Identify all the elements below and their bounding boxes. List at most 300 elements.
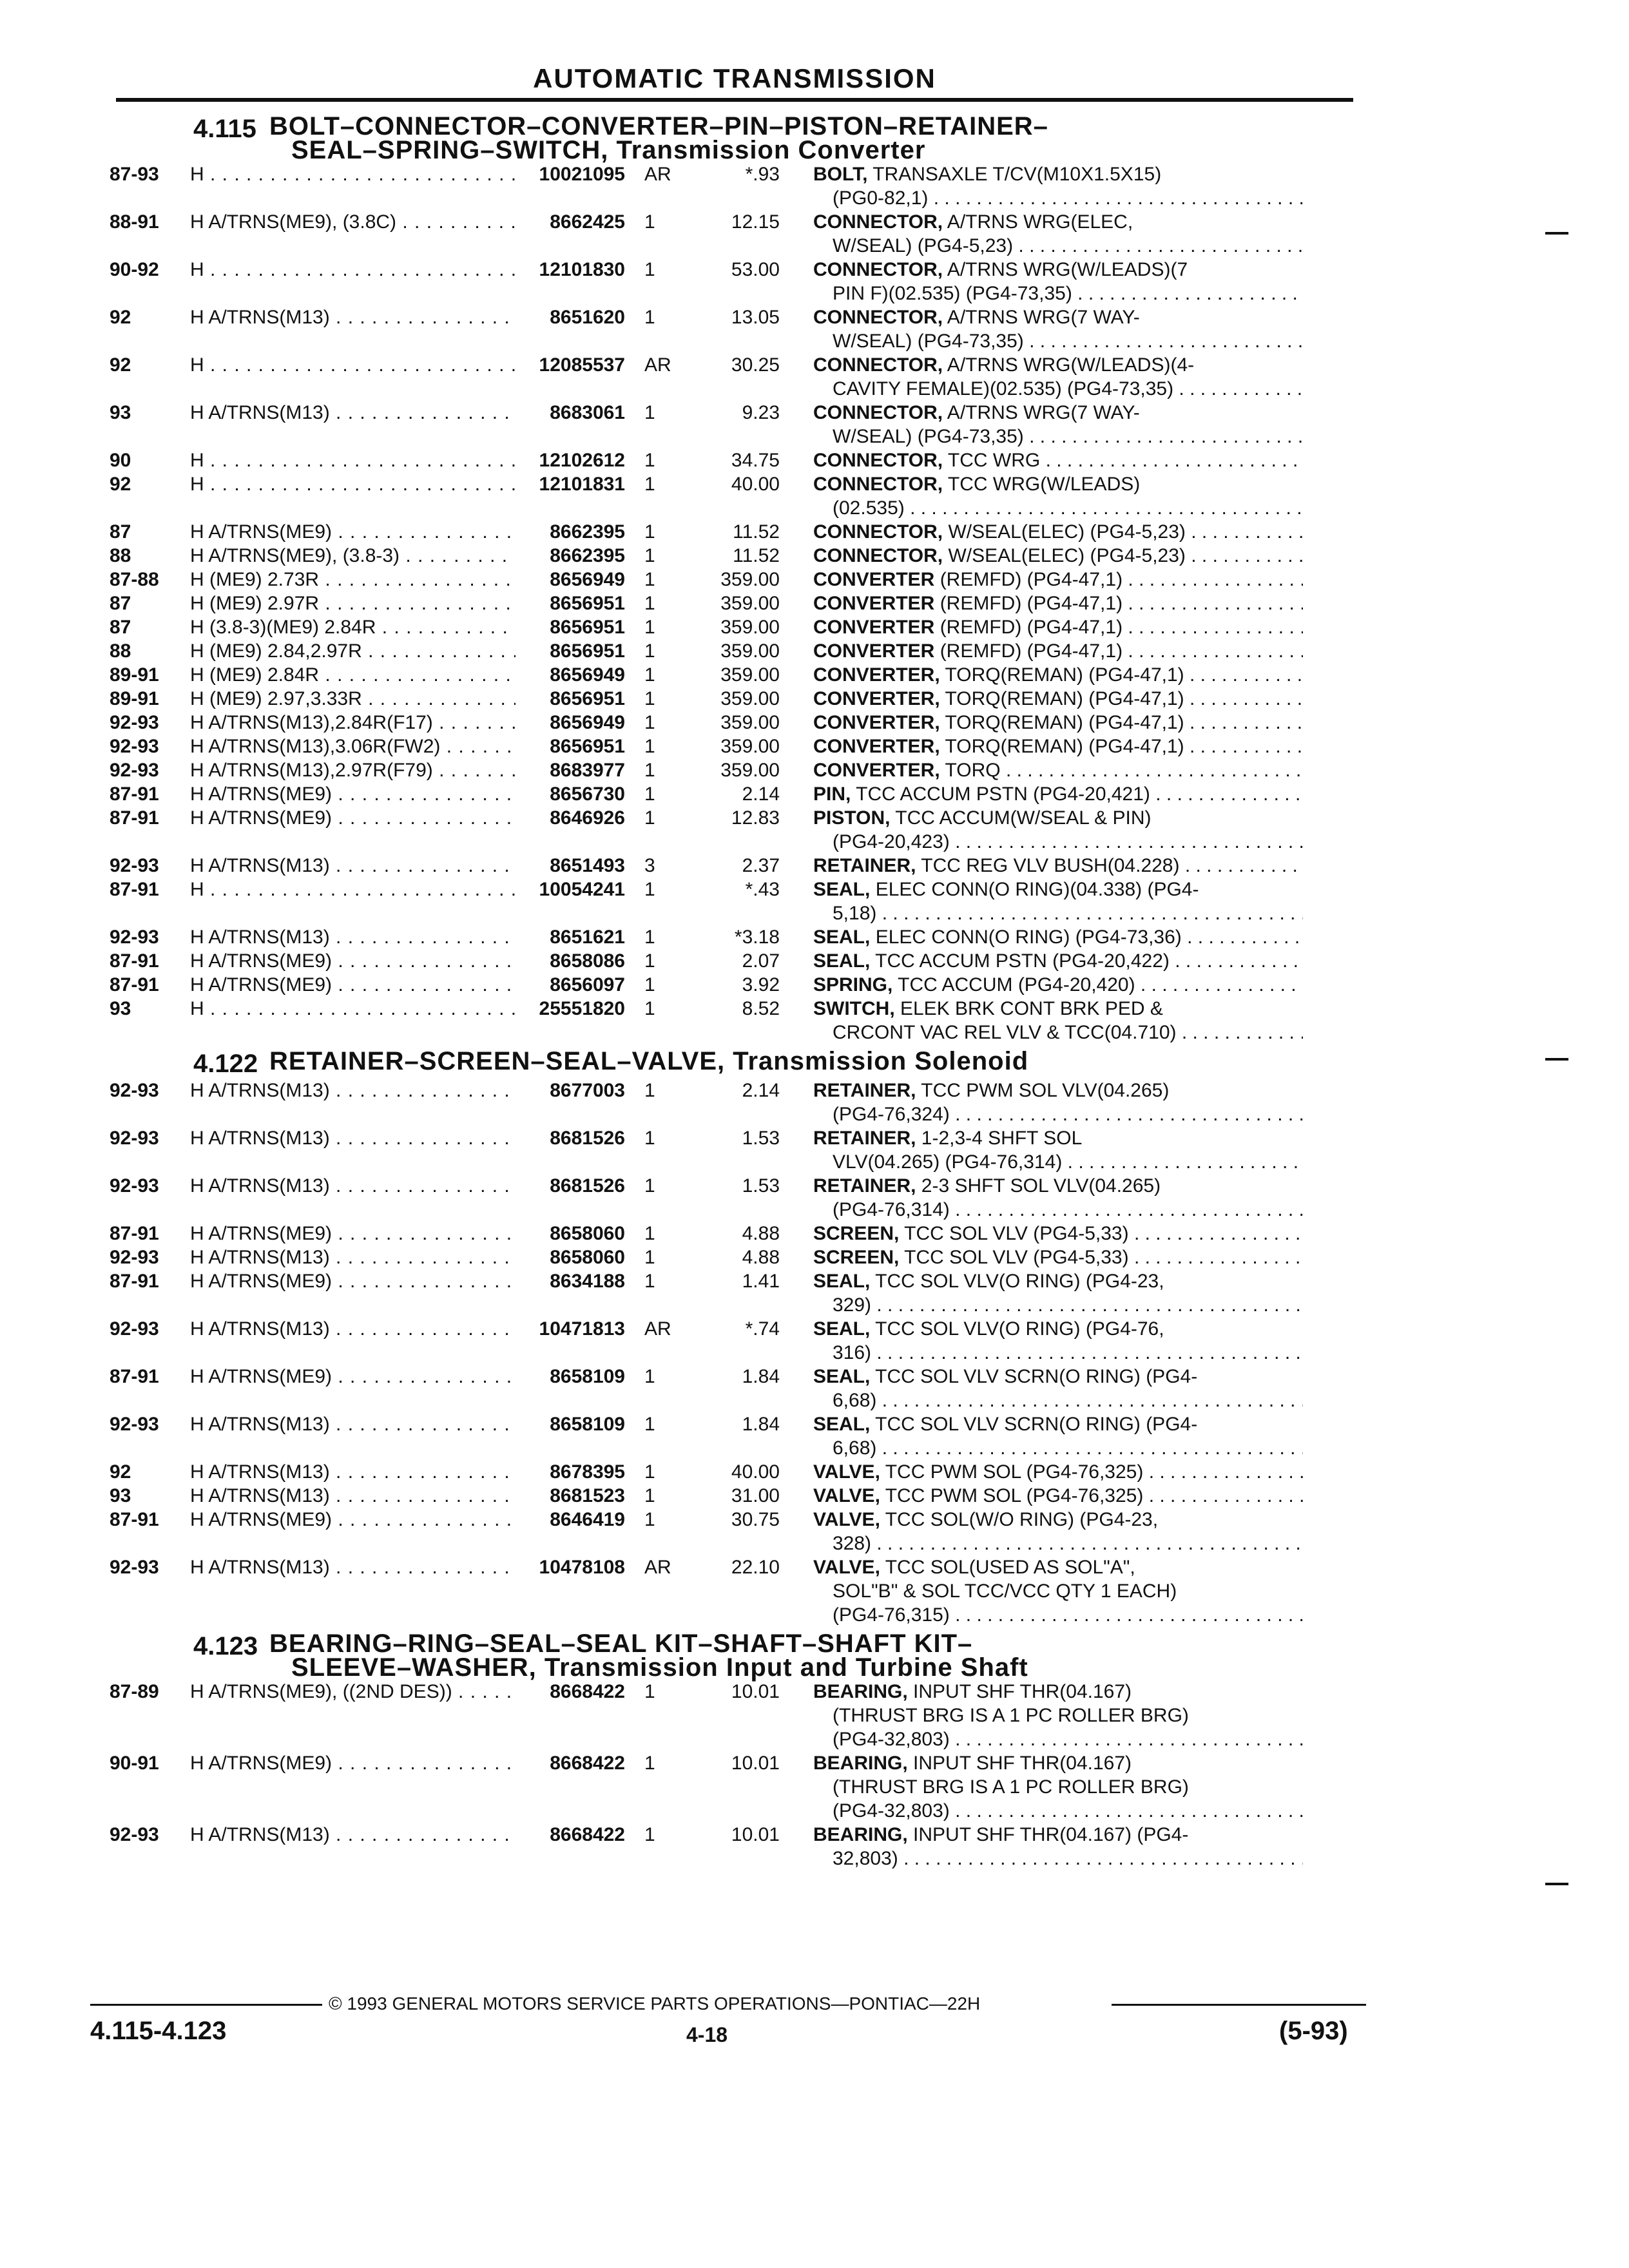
model-years: 87-91	[110, 1271, 159, 1292]
description-line	[813, 162, 1303, 186]
description-line	[813, 258, 1303, 282]
part-number: 8662395	[550, 545, 625, 566]
quantity: 1	[644, 1271, 655, 1292]
part-name-keyword: CONVERTER,	[813, 760, 940, 781]
part-row	[110, 401, 1373, 448]
part-number: 8681523	[550, 1485, 625, 1506]
price: 359.00	[720, 712, 780, 733]
description	[780, 1126, 1303, 1174]
model-years: 92-93	[110, 1128, 159, 1149]
part-name-keyword: CONNECTOR,	[813, 259, 943, 280]
part-name-detail: INPUT SHF THR(04.167)	[907, 1753, 1132, 1774]
model-years: 92-93	[110, 760, 159, 781]
description-line	[813, 878, 1303, 901]
part-row	[110, 258, 1373, 305]
application: H A/TRNS(ME9) . . .	[190, 1222, 516, 1245]
description	[780, 1555, 1303, 1627]
part-row	[110, 1412, 1373, 1460]
part-row	[110, 878, 1373, 925]
description-line	[813, 735, 1303, 758]
part-name-detail: TCC SOL VLV SCRN(O RING) (PG4-	[870, 1414, 1198, 1435]
description-line: W/SEAL) (PG4-5,23) . . .	[813, 234, 1303, 258]
part-row	[110, 639, 1373, 663]
application: H A/TRNS(M13) . . .	[190, 1460, 516, 1484]
price: 2.14	[742, 783, 780, 805]
part-row	[110, 544, 1373, 568]
part-name-detail: (REMFD) (PG4-47,1)	[934, 617, 1123, 638]
model-years: 92-93	[110, 736, 159, 757]
price: 40.00	[731, 474, 780, 495]
description-line: 5,18) . . .	[813, 901, 1303, 925]
description-line: (PG4-32,803) . . .	[813, 1727, 1303, 1751]
description-line: 328) . . .	[813, 1532, 1303, 1555]
part-name-detail: TORQ(REMAN) (PG4-47,1)	[940, 712, 1184, 733]
part-name-detail: A/TRNS WRG(W/LEADS)(4-	[943, 354, 1195, 376]
description	[780, 401, 1303, 448]
part-name-keyword: RETAINER,	[813, 1080, 916, 1101]
description	[780, 1412, 1303, 1460]
description-line	[813, 401, 1303, 425]
description	[780, 258, 1303, 305]
quantity: 1	[644, 1414, 655, 1435]
description	[780, 1222, 1303, 1245]
description-line: W/SEAL) (PG4-73,35) . . .	[813, 425, 1303, 448]
header-rule	[116, 98, 1353, 102]
part-row	[110, 735, 1373, 758]
description	[780, 1751, 1303, 1823]
part-number: 8656951	[550, 593, 625, 614]
quantity: 1	[644, 1247, 655, 1268]
application: H A/TRNS(ME9) . . .	[190, 782, 516, 806]
part-number: 25551820	[539, 998, 625, 1019]
part-number: 8683977	[550, 760, 625, 781]
description	[780, 1508, 1303, 1555]
section-number: 4.123	[193, 1632, 258, 1660]
application: H A/TRNS(M13) . . .	[190, 1245, 516, 1269]
part-name-detail: TCC SOL(USED AS SOL"A",	[880, 1557, 1135, 1578]
quantity: AR	[644, 1557, 671, 1578]
part-name-detail: TCC PWM SOL (PG4-76,325)	[880, 1485, 1144, 1506]
section-number: 4.122	[193, 1050, 258, 1078]
quantity: 1	[644, 1824, 655, 1845]
model-years: 87	[110, 617, 131, 638]
quantity: 1	[644, 1509, 655, 1530]
part-name-keyword: VALVE,	[813, 1461, 880, 1483]
application: H . . .	[190, 997, 516, 1044]
description	[780, 615, 1303, 639]
part-row	[110, 210, 1373, 258]
model-years: 88-91	[110, 211, 159, 233]
application: H . . .	[190, 472, 516, 520]
part-name-detail: TCC SOL VLV(O RING) (PG4-23,	[870, 1271, 1164, 1292]
price: 359.00	[720, 688, 780, 709]
section-heading	[110, 112, 1373, 164]
price: *.93	[745, 164, 780, 185]
part-row	[110, 1365, 1373, 1412]
part-name-detail: TCC SOL VLV (PG4-5,33)	[899, 1223, 1129, 1244]
description-line	[813, 305, 1303, 329]
part-number: 8634188	[550, 1271, 625, 1292]
description-line	[813, 1680, 1303, 1704]
application: H A/TRNS(ME9) . . .	[190, 949, 516, 973]
part-row	[110, 1174, 1373, 1222]
part-name-keyword: VALVE,	[813, 1557, 880, 1578]
part-name-detail: TORQ	[940, 760, 1001, 781]
part-number: 8658060	[550, 1247, 625, 1268]
description-line	[813, 1079, 1303, 1102]
part-name-detail: TCC SOL(W/O RING) (PG4-23,	[880, 1509, 1159, 1530]
description	[780, 735, 1303, 758]
quantity: 1	[644, 1485, 655, 1506]
price: 1.84	[742, 1366, 780, 1387]
description	[780, 472, 1303, 520]
model-years: 87-88	[110, 569, 159, 590]
part-name-detail: ELEK BRK CONT BRK PED &	[894, 998, 1163, 1019]
price: 40.00	[731, 1461, 780, 1483]
application: H A/TRNS(ME9) . . .	[190, 1751, 516, 1823]
description-line	[813, 1365, 1303, 1389]
price: 11.52	[733, 545, 780, 566]
part-row	[110, 782, 1373, 806]
part-name-detail: ELEC CONN(O RING) (PG4-73,36)	[870, 927, 1182, 948]
part-row	[110, 1751, 1373, 1823]
description-line	[813, 1751, 1303, 1775]
model-years: 87-91	[110, 974, 159, 995]
part-row	[110, 353, 1373, 401]
description-line: 316) . . .	[813, 1341, 1303, 1365]
part-name-keyword: CONVERTER,	[813, 736, 940, 757]
part-name-keyword: BEARING,	[813, 1824, 908, 1845]
part-number: 10471813	[539, 1318, 625, 1340]
application: H A/TRNS(ME9), ((2ND DES)) . . .	[190, 1680, 516, 1751]
application: H A/TRNS(M13) . . .	[190, 925, 516, 949]
model-years: 92-93	[110, 1414, 159, 1435]
part-number: 12101830	[539, 259, 625, 280]
description-line: (THRUST BRG IS A 1 PC ROLLER BRG)	[833, 1776, 1189, 1798]
part-number: 8656951	[550, 736, 625, 757]
quantity: 1	[644, 450, 655, 471]
part-name-detail: TCC WRG(W/LEADS)	[943, 474, 1141, 495]
description-line	[813, 591, 1303, 615]
part-name-keyword: CONVERTER,	[813, 712, 940, 733]
price: 10.01	[731, 1753, 780, 1774]
part-row	[110, 949, 1373, 973]
price: *.43	[745, 879, 780, 900]
part-number: 8656949	[550, 569, 625, 590]
quantity: 1	[644, 1128, 655, 1149]
application: H A/TRNS(ME9), (3.8C) . . .	[190, 210, 516, 258]
quantity: 1	[644, 402, 655, 423]
model-years: 89-91	[110, 664, 159, 686]
model-years: 92-93	[110, 927, 159, 948]
price: 2.14	[742, 1080, 780, 1101]
application: H A/TRNS(ME9) . . .	[190, 973, 516, 997]
quantity: AR	[644, 354, 671, 376]
part-row	[110, 925, 1373, 949]
description	[780, 1079, 1303, 1126]
description-line	[813, 639, 1303, 663]
application: H A/TRNS(ME9) . . .	[190, 520, 516, 544]
part-name-keyword: VALVE,	[813, 1485, 880, 1506]
description	[780, 305, 1303, 353]
part-number: 8681526	[550, 1128, 625, 1149]
part-number: 8646926	[550, 807, 625, 829]
part-name-keyword: CONNECTOR,	[813, 450, 943, 471]
description	[780, 711, 1303, 735]
part-row	[110, 615, 1373, 639]
application: H A/TRNS(ME9) . . .	[190, 1269, 516, 1317]
price: 359.00	[720, 664, 780, 686]
footer-page-number: 4-18	[686, 2023, 728, 2046]
description-line	[813, 1174, 1303, 1198]
section-title-line: SLEEVE–WASHER, Transmission Input and Turbine Shaft	[291, 1653, 1028, 1682]
quantity: 1	[644, 664, 655, 686]
part-name-keyword: CONVERTER	[813, 569, 935, 590]
part-number: 8646419	[550, 1509, 625, 1530]
price: 3.92	[742, 974, 780, 995]
part-number: 12102612	[539, 450, 625, 471]
model-years: 87-91	[110, 950, 159, 972]
application: H (ME9) 2.97R . . .	[190, 591, 516, 615]
part-row	[110, 1245, 1373, 1269]
description-line	[813, 1222, 1303, 1245]
section-title-line: RETAINER–SCREEN–SEAL–VALVE, Transmission Solenoid	[269, 1047, 1029, 1075]
footer-copyright: © 1993 GENERAL MOTORS SERVICE PARTS OPERATIONS—PONTIAC—22H	[329, 1994, 981, 2013]
model-years: 92-93	[110, 712, 159, 733]
price: 1.41	[742, 1271, 780, 1292]
model-years: 87	[110, 521, 131, 543]
part-number: 8656951	[550, 617, 625, 638]
part-number: 8656730	[550, 783, 625, 805]
price: 4.88	[742, 1247, 780, 1268]
description	[780, 663, 1303, 687]
description-line: (THRUST BRG IS A 1 PC ROLLER BRG)	[833, 1705, 1189, 1726]
part-name-detail: (REMFD) (PG4-47,1)	[934, 569, 1123, 590]
application: H . . .	[190, 448, 516, 472]
footer-rule-right	[1112, 2004, 1366, 2006]
model-years: 87-93	[110, 164, 159, 185]
part-name-keyword: BEARING,	[813, 1753, 908, 1774]
part-name-detail: W/SEAL(ELEC) (PG4-5,23)	[943, 521, 1186, 543]
quantity: 1	[644, 1366, 655, 1387]
quantity: 1	[644, 783, 655, 805]
description-line: 6,68) . . .	[813, 1436, 1303, 1460]
price: *3.18	[734, 927, 780, 948]
section-title-line: SEAL–SPRING–SWITCH, Transmission Converter	[291, 136, 926, 164]
part-name-keyword: RETAINER,	[813, 1128, 916, 1149]
section-title-line: BOLT–CONNECTOR–CONVERTER–PIN–PISTON–RETAINER–	[269, 112, 1048, 140]
part-name-keyword: CONNECTOR,	[813, 211, 943, 233]
part-name-detail: TCC ACCUM PSTN (PG4-20,422)	[870, 950, 1170, 972]
model-years: 92	[110, 354, 131, 376]
price: 359.00	[720, 569, 780, 590]
part-number: 8656951	[550, 688, 625, 709]
part-name-keyword: BOLT,	[813, 164, 868, 185]
part-row	[110, 973, 1373, 997]
description-line	[813, 568, 1303, 591]
part-number: 12085537	[539, 354, 625, 376]
part-row	[110, 687, 1373, 711]
part-name-keyword: SEAL,	[813, 950, 871, 972]
application: H A/TRNS(ME9), (3.8-3) . . .	[190, 544, 516, 568]
price: 53.00	[731, 259, 780, 280]
description-line: PIN F)(02.535) (PG4-73,35) . . .	[813, 282, 1303, 305]
application: H A/TRNS(M13) . . .	[190, 305, 516, 353]
model-years: 93	[110, 998, 131, 1019]
part-row	[110, 1508, 1373, 1555]
model-years: 92-93	[110, 1080, 159, 1101]
description-line: CAVITY FEMALE)(02.535) (PG4-73,35) . . .	[813, 377, 1303, 401]
part-row	[110, 1079, 1373, 1126]
price: 359.00	[720, 640, 780, 662]
part-row	[110, 520, 1373, 544]
quantity: 1	[644, 521, 655, 543]
model-years: 87-91	[110, 1509, 159, 1530]
description	[780, 973, 1303, 997]
description	[780, 949, 1303, 973]
quantity: AR	[644, 164, 671, 185]
description-line: (PG0-82,1) . . .	[813, 186, 1303, 210]
quantity: 1	[644, 474, 655, 495]
description	[780, 568, 1303, 591]
part-number: 10478108	[539, 1557, 625, 1578]
part-name-keyword: SPRING,	[813, 974, 893, 995]
part-row	[110, 1680, 1373, 1751]
description	[780, 162, 1303, 210]
description	[780, 1680, 1303, 1751]
description-line	[813, 997, 1303, 1021]
part-number: 8656949	[550, 712, 625, 733]
section-title-line: BEARING–RING–SEAL–SEAL KIT–SHAFT–SHAFT KIT–	[269, 1629, 973, 1658]
part-name-keyword: PIN,	[813, 783, 851, 805]
description-line: 329) . . .	[813, 1293, 1303, 1317]
description	[780, 544, 1303, 568]
part-number: 8656949	[550, 664, 625, 686]
part-number: 8658109	[550, 1366, 625, 1387]
part-name-detail: INPUT SHF THR(04.167)	[907, 1681, 1132, 1702]
description-line	[813, 758, 1303, 782]
footer-rule-left	[90, 2004, 322, 2006]
application: H . . .	[190, 353, 516, 401]
quantity: 1	[644, 760, 655, 781]
part-name-keyword: CONNECTOR,	[813, 474, 943, 495]
description	[780, 639, 1303, 663]
part-name-keyword: SEAL,	[813, 1271, 871, 1292]
part-row	[110, 472, 1373, 520]
price: 2.07	[742, 950, 780, 972]
part-number: 8656097	[550, 974, 625, 995]
description-line: (02.535) . . .	[813, 496, 1303, 520]
description	[780, 806, 1303, 854]
part-row	[110, 1269, 1373, 1317]
part-name-keyword: RETAINER,	[813, 1175, 916, 1196]
part-number: 8678395	[550, 1461, 625, 1483]
application: H (ME9) 2.84,2.97R . . .	[190, 639, 516, 663]
price: 30.25	[731, 354, 780, 376]
description	[780, 591, 1303, 615]
description-line	[813, 1823, 1303, 1847]
part-name-detail: TORQ(REMAN) (PG4-47,1)	[940, 664, 1184, 686]
part-row	[110, 305, 1373, 353]
model-years: 92-93	[110, 1557, 159, 1578]
description-line	[813, 448, 1303, 472]
description-line: 32,803) . . .	[813, 1847, 1303, 1870]
price: 359.00	[720, 736, 780, 757]
model-years: 92-93	[110, 1824, 159, 1845]
description	[780, 687, 1303, 711]
quantity: 1	[644, 974, 655, 995]
part-row	[110, 1317, 1373, 1365]
description-line: (PG4-20,423) . . .	[813, 830, 1303, 854]
description	[780, 520, 1303, 544]
part-name-detail: TCC SOL VLV SCRN(O RING) (PG4-	[870, 1366, 1198, 1387]
application: H . . .	[190, 878, 516, 925]
part-row	[110, 1555, 1373, 1627]
price: 10.01	[731, 1681, 780, 1702]
model-years: 87-91	[110, 1366, 159, 1387]
part-name-keyword: SWITCH,	[813, 998, 895, 1019]
description-line	[813, 472, 1303, 496]
part-row	[110, 1460, 1373, 1484]
quantity: 1	[644, 879, 655, 900]
price: 359.00	[720, 760, 780, 781]
quantity: 1	[644, 998, 655, 1019]
description-line	[813, 1269, 1303, 1293]
description	[780, 925, 1303, 949]
description-line: CRCONT VAC REL VLV & TCC(04.710) . . .	[813, 1021, 1303, 1044]
model-years: 87-91	[110, 879, 159, 900]
quantity: 1	[644, 1461, 655, 1483]
part-number: 8651621	[550, 927, 625, 948]
description-line: (PG4-76,324) . . .	[813, 1102, 1303, 1126]
application: H A/TRNS(M13) . . .	[190, 1079, 516, 1126]
price: 12.83	[731, 807, 780, 829]
part-name-keyword: CONVERTER	[813, 640, 935, 662]
part-number: 8656951	[550, 640, 625, 662]
model-years: 92	[110, 474, 131, 495]
description-line	[813, 806, 1303, 830]
price: 10.01	[731, 1824, 780, 1845]
part-name-detail: ELEC CONN(O RING)(04.338) (PG4-	[870, 879, 1199, 900]
application: H A/TRNS(ME9) . . .	[190, 1508, 516, 1555]
description-line	[813, 663, 1303, 687]
part-row	[110, 568, 1373, 591]
part-number: 8658060	[550, 1223, 625, 1244]
quantity: 1	[644, 640, 655, 662]
application: H A/TRNS(ME9) . . .	[190, 806, 516, 854]
application: H . . .	[190, 162, 516, 210]
price: 12.15	[731, 211, 780, 233]
part-number: 8668422	[550, 1824, 625, 1845]
margin-mark	[1545, 1058, 1568, 1061]
description-line	[813, 1317, 1303, 1341]
part-name-detail: TRANSAXLE T/CV(M10X1.5X15)	[867, 164, 1162, 185]
application: H (ME9) 2.73R . . .	[190, 568, 516, 591]
part-number: 8662395	[550, 521, 625, 543]
application: H . . .	[190, 258, 516, 305]
description	[780, 878, 1303, 925]
description-line	[813, 544, 1303, 568]
part-name-detail: TORQ(REMAN) (PG4-47,1)	[940, 688, 1184, 709]
model-years: 93	[110, 402, 131, 423]
description-line	[813, 854, 1303, 878]
application: H A/TRNS(M13) . . .	[190, 1823, 516, 1870]
application: H A/TRNS(M13) . . .	[190, 854, 516, 878]
quantity: 1	[644, 211, 655, 233]
price: 2.37	[742, 855, 780, 876]
description	[780, 1823, 1303, 1870]
part-row	[110, 758, 1373, 782]
